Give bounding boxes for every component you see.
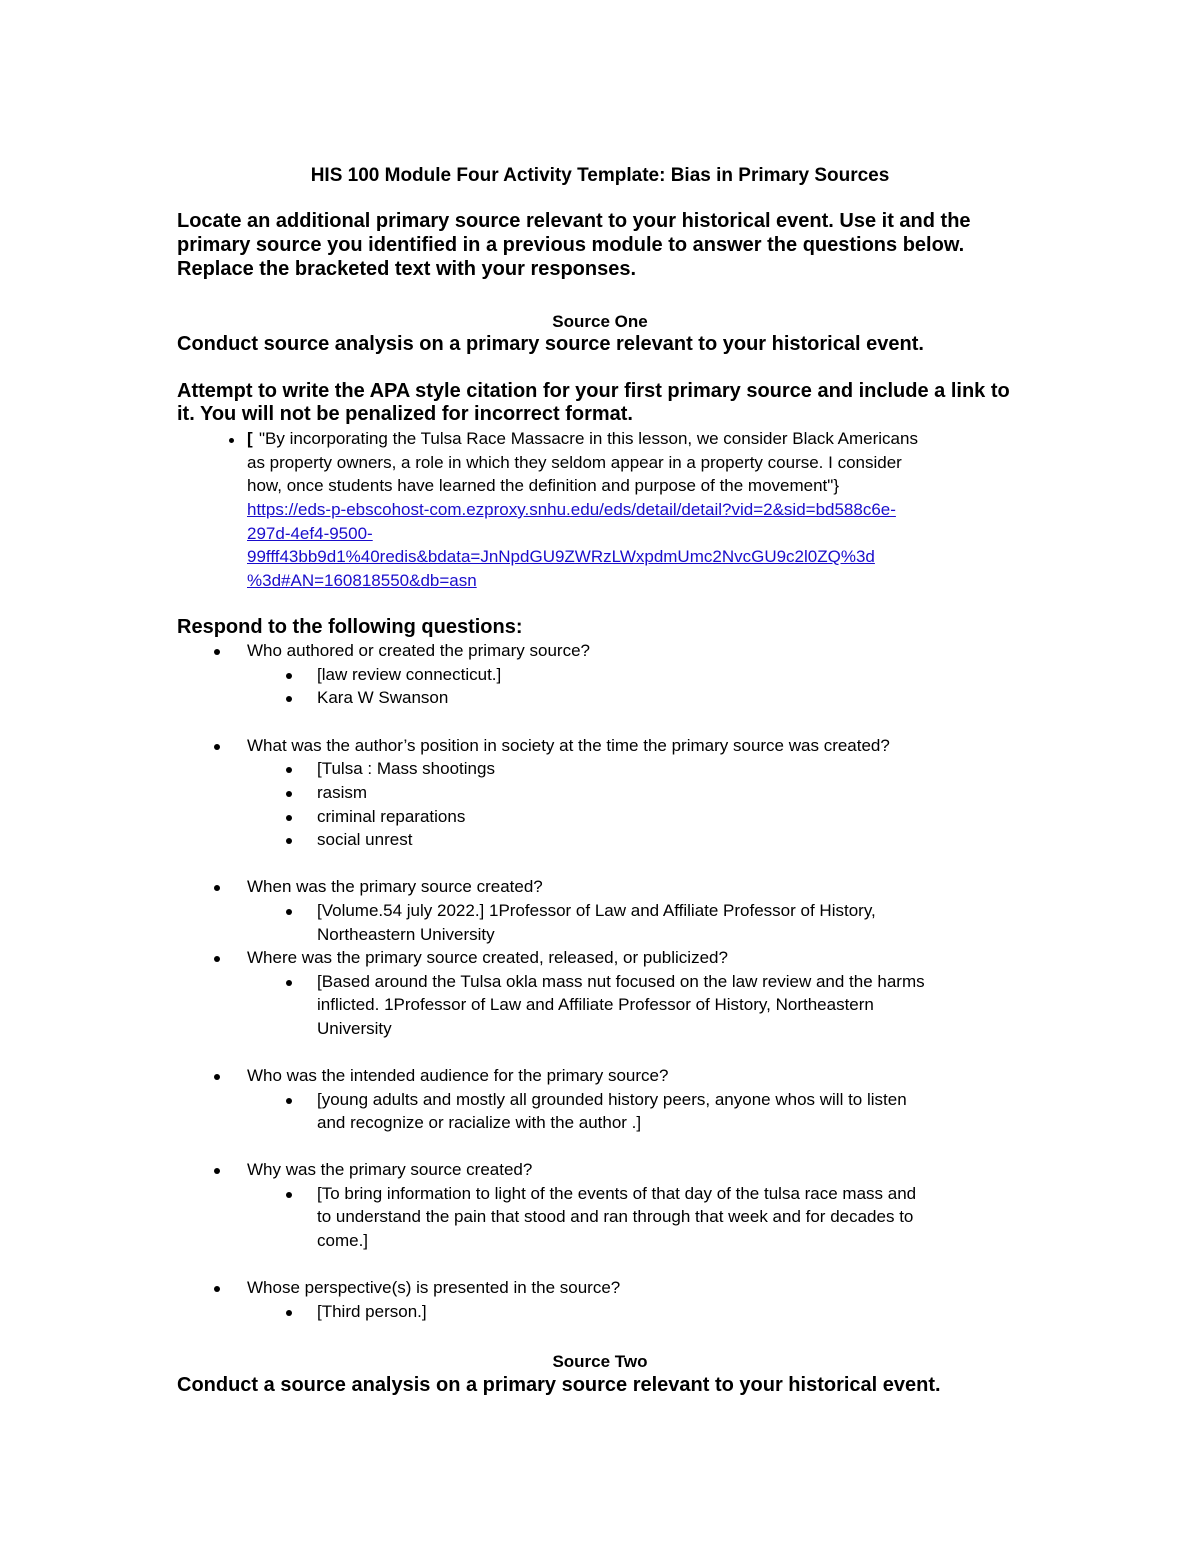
bullet-icon bbox=[286, 696, 292, 702]
citation-bracket: [ bbox=[247, 429, 253, 448]
bullet-icon bbox=[286, 1098, 292, 1104]
question-7: Whose perspective(s) is presented in the source? bbox=[247, 1278, 621, 1297]
question-3: When was the primary source created? bbox=[247, 877, 543, 896]
source-one-heading: Conduct source analysis on a primary source relevant to your historical event. bbox=[177, 333, 924, 355]
source-two-label: Source Two bbox=[552, 1352, 648, 1371]
answer-5-line-2: and recognize or racialize with the author .] bbox=[317, 1113, 642, 1132]
intro-line-2: primary source you identified in a previous module to answer the questions below. bbox=[177, 234, 965, 256]
bullet-icon bbox=[214, 885, 220, 891]
source-one-label: Source One bbox=[552, 312, 648, 331]
answer-2-1: [Tulsa : Mass shootings bbox=[317, 759, 495, 778]
bullet-icon bbox=[229, 438, 234, 443]
citation-link-line-4[interactable]: %3d#AN=160818550&db=asn bbox=[247, 571, 477, 590]
answer-6-line-3: come.] bbox=[317, 1231, 369, 1250]
bullet-icon bbox=[286, 1310, 292, 1316]
bullet-icon bbox=[286, 909, 292, 915]
answer-3-line-2: Northeastern University bbox=[317, 925, 495, 944]
bullet-icon bbox=[286, 815, 292, 821]
intro-line-3: Replace the bracketed text with your responses. bbox=[177, 258, 637, 280]
answer-3-line-1: [Volume.54 july 2022.] 1Professor of Law and Affiliate Professor of History, bbox=[317, 901, 876, 920]
question-5: Who was the intended audience for the primary source? bbox=[247, 1066, 669, 1085]
intro-line-1: Locate an additional primary source relevant to your historical event. Use it and the bbox=[177, 210, 971, 232]
question-1: Who authored or created the primary source? bbox=[247, 641, 591, 660]
bullet-icon bbox=[214, 1168, 220, 1174]
bullet-icon bbox=[214, 1074, 220, 1080]
citation-line-2: as property owners, a role in which they seldom appear in a property course. I consider bbox=[247, 453, 902, 472]
bullet-icon bbox=[286, 838, 292, 844]
answer-2-2: rasism bbox=[317, 783, 368, 802]
bullet-icon bbox=[214, 744, 220, 750]
answer-2-4: social unrest bbox=[317, 830, 413, 849]
question-4: Where was the primary source created, released, or publicized? bbox=[247, 948, 728, 967]
citation-line-1: "By incorporating the Tulsa Race Massacre in this lesson, we consider Black Americans bbox=[259, 429, 918, 448]
answer-1-1: [law review connecticut.] bbox=[317, 665, 502, 684]
respond-heading: Respond to the following questions: bbox=[177, 616, 523, 638]
answer-6-line-1: [To bring information to light of the events of that day of the tulsa race mass and bbox=[317, 1184, 917, 1203]
answer-4-line-2: inflicted. 1Professor of Law and Affiliate Professor of History, Northeastern bbox=[317, 995, 874, 1014]
question-2: What was the author’s position in society at the time the primary source was created? bbox=[247, 736, 890, 755]
bullet-icon bbox=[214, 1286, 220, 1292]
citation-link-line-2[interactable]: 297d-4ef4-9500- bbox=[247, 524, 373, 543]
page-title: HIS 100 Module Four Activity Template: Bias in Primary Sources bbox=[310, 165, 890, 186]
citation-prompt-line-1: Attempt to write the APA style citation for your first primary source and include a link to bbox=[177, 380, 1010, 402]
citation-prompt-line-2: it. You will not be penalized for incorrect format. bbox=[177, 403, 633, 425]
citation-line-3: how, once students have learned the definition and purpose of the movement"} bbox=[247, 476, 839, 495]
bullet-icon bbox=[286, 673, 292, 679]
answer-6-line-2: to understand the pain that stood and ran through that week and for decades to bbox=[317, 1207, 914, 1226]
source-two-heading: Conduct a source analysis on a primary source relevant to your historical event. bbox=[177, 1374, 941, 1396]
answer-4-line-1: [Based around the Tulsa okla mass nut focused on the law review and the harms bbox=[317, 972, 925, 991]
bullet-icon bbox=[286, 1192, 292, 1198]
bullet-icon bbox=[214, 956, 220, 962]
bullet-icon bbox=[286, 980, 292, 986]
answer-2-3: criminal reparations bbox=[317, 807, 466, 826]
question-6: Why was the primary source created? bbox=[247, 1160, 533, 1179]
answer-5-line-1: [young adults and mostly all grounded history peers, anyone whos will to listen bbox=[317, 1090, 907, 1109]
citation-link-line-1[interactable]: https://eds-p-ebscohost-com.ezproxy.snhu.edu/eds/detail/detail?vid=2&sid=bd588c6e- bbox=[247, 500, 896, 519]
answer-1-2: Kara W Swanson bbox=[317, 688, 449, 707]
citation-link-line-3[interactable]: 99fff43bb9d1%40redis&bdata=JnNpdGU9ZWRzLWxpdmUmc2NvcGU9c2l0ZQ%3d bbox=[247, 547, 875, 566]
answer-7: [Third person.] bbox=[317, 1302, 427, 1321]
bullet-icon bbox=[286, 767, 292, 773]
bullet-icon bbox=[286, 791, 292, 797]
answer-4-line-3: University bbox=[317, 1019, 392, 1038]
bullet-icon bbox=[214, 649, 220, 655]
